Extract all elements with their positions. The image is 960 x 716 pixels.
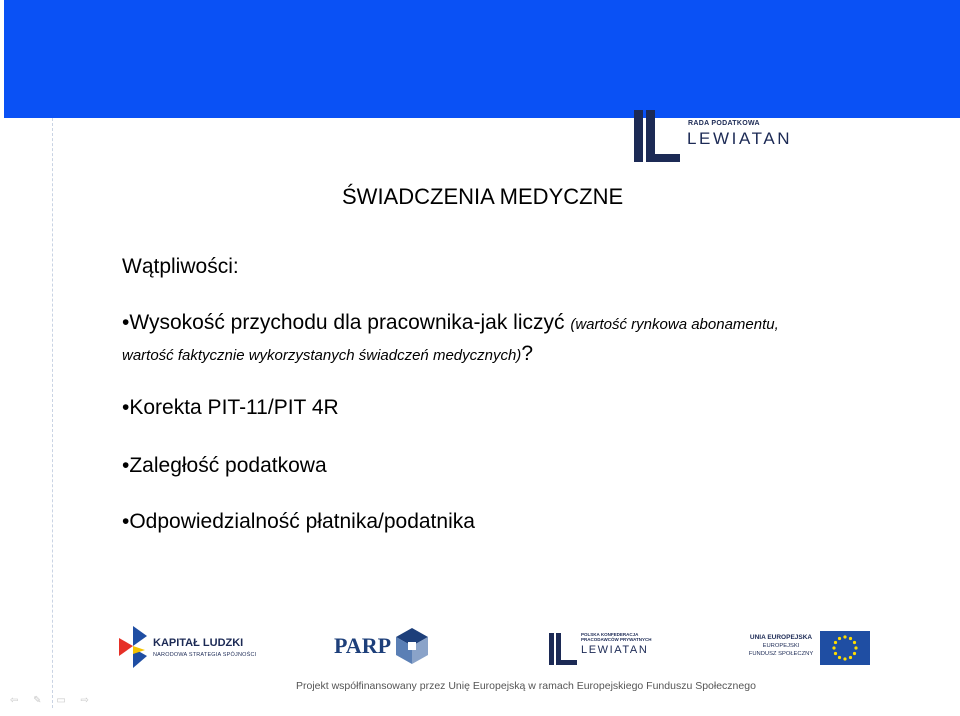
parp-logo bbox=[334, 628, 434, 668]
pkpp-line-1: POLSKA KONFEDERACJA bbox=[581, 632, 639, 637]
eu-line-1: UNIA EUROPEJSKA bbox=[749, 634, 813, 641]
eu-line-3: FUNDUSZ SPOŁECZNY bbox=[748, 651, 814, 657]
kapital-ludzki-logo bbox=[119, 626, 259, 670]
eu-text bbox=[745, 634, 817, 658]
bullet-income bbox=[122, 311, 779, 335]
bullet-liability: •Odpowiedzialność płatnika/podatnika bbox=[122, 510, 475, 533]
eu-flag-icon bbox=[820, 631, 870, 665]
lewiatan-logo-icon bbox=[632, 108, 682, 164]
doubts-heading: Wątpliwości: bbox=[122, 255, 239, 278]
kapital-ludzki-icon bbox=[119, 626, 147, 668]
bullet-income-note-1: (wartość rynkowa abonamentu, bbox=[570, 316, 779, 333]
slide-title: ŚWIADCZENIA MEDYCZNE bbox=[342, 184, 624, 209]
bullet-income-text: •Wysokość przychodu dla pracownika-jak liczyć bbox=[122, 311, 565, 334]
logo-small-text: RADA PODATKOWA bbox=[688, 120, 760, 127]
project-funding-text: Projekt współfinansowany przez Unię Europejską w ramach Europejskiego Funduszu Społecznego bbox=[296, 680, 756, 692]
bullet-income-note-2: wartość faktycznie wykorzystanych świadczeń medycznych) bbox=[122, 347, 522, 364]
bullet-tax-arrears: •Zaległość podatkowa bbox=[122, 454, 327, 477]
bullet-correction: •Korekta PIT-11/PIT 4R bbox=[122, 396, 339, 419]
pkpp-small-text bbox=[581, 632, 652, 642]
lewiatan-small-icon bbox=[548, 632, 578, 666]
pkpp-lewiatan-name: LEWIATAN bbox=[581, 644, 649, 656]
nav-arrows-icon[interactable]: ⇦ ✎ ▭ ⇨ bbox=[10, 695, 95, 706]
kapital-ludzki-name: KAPITAŁ LUDZKI bbox=[153, 637, 244, 649]
header-bar bbox=[4, 0, 960, 118]
kapital-ludzki-subtitle: NARODOWA STRATEGIA SPÓJNOŚCI bbox=[153, 652, 257, 658]
bullet-income-question-mark: ? bbox=[521, 342, 533, 365]
rada-podatkowa-lewiatan-logo bbox=[632, 108, 807, 166]
left-divider bbox=[52, 118, 53, 708]
pkpp-lewiatan-logo bbox=[548, 632, 658, 666]
eu-efs-logo bbox=[745, 631, 870, 667]
bullet-income-continuation bbox=[122, 342, 533, 366]
parp-name: PARP bbox=[334, 633, 392, 658]
eu-line-2: EUROPEJSKI bbox=[762, 643, 800, 649]
parp-cube-icon bbox=[394, 628, 430, 664]
pkpp-line-2: PRACODAWCÓW PRYWATNYCH bbox=[581, 637, 652, 642]
logo-big-text: LEWIATAN bbox=[687, 129, 793, 148]
